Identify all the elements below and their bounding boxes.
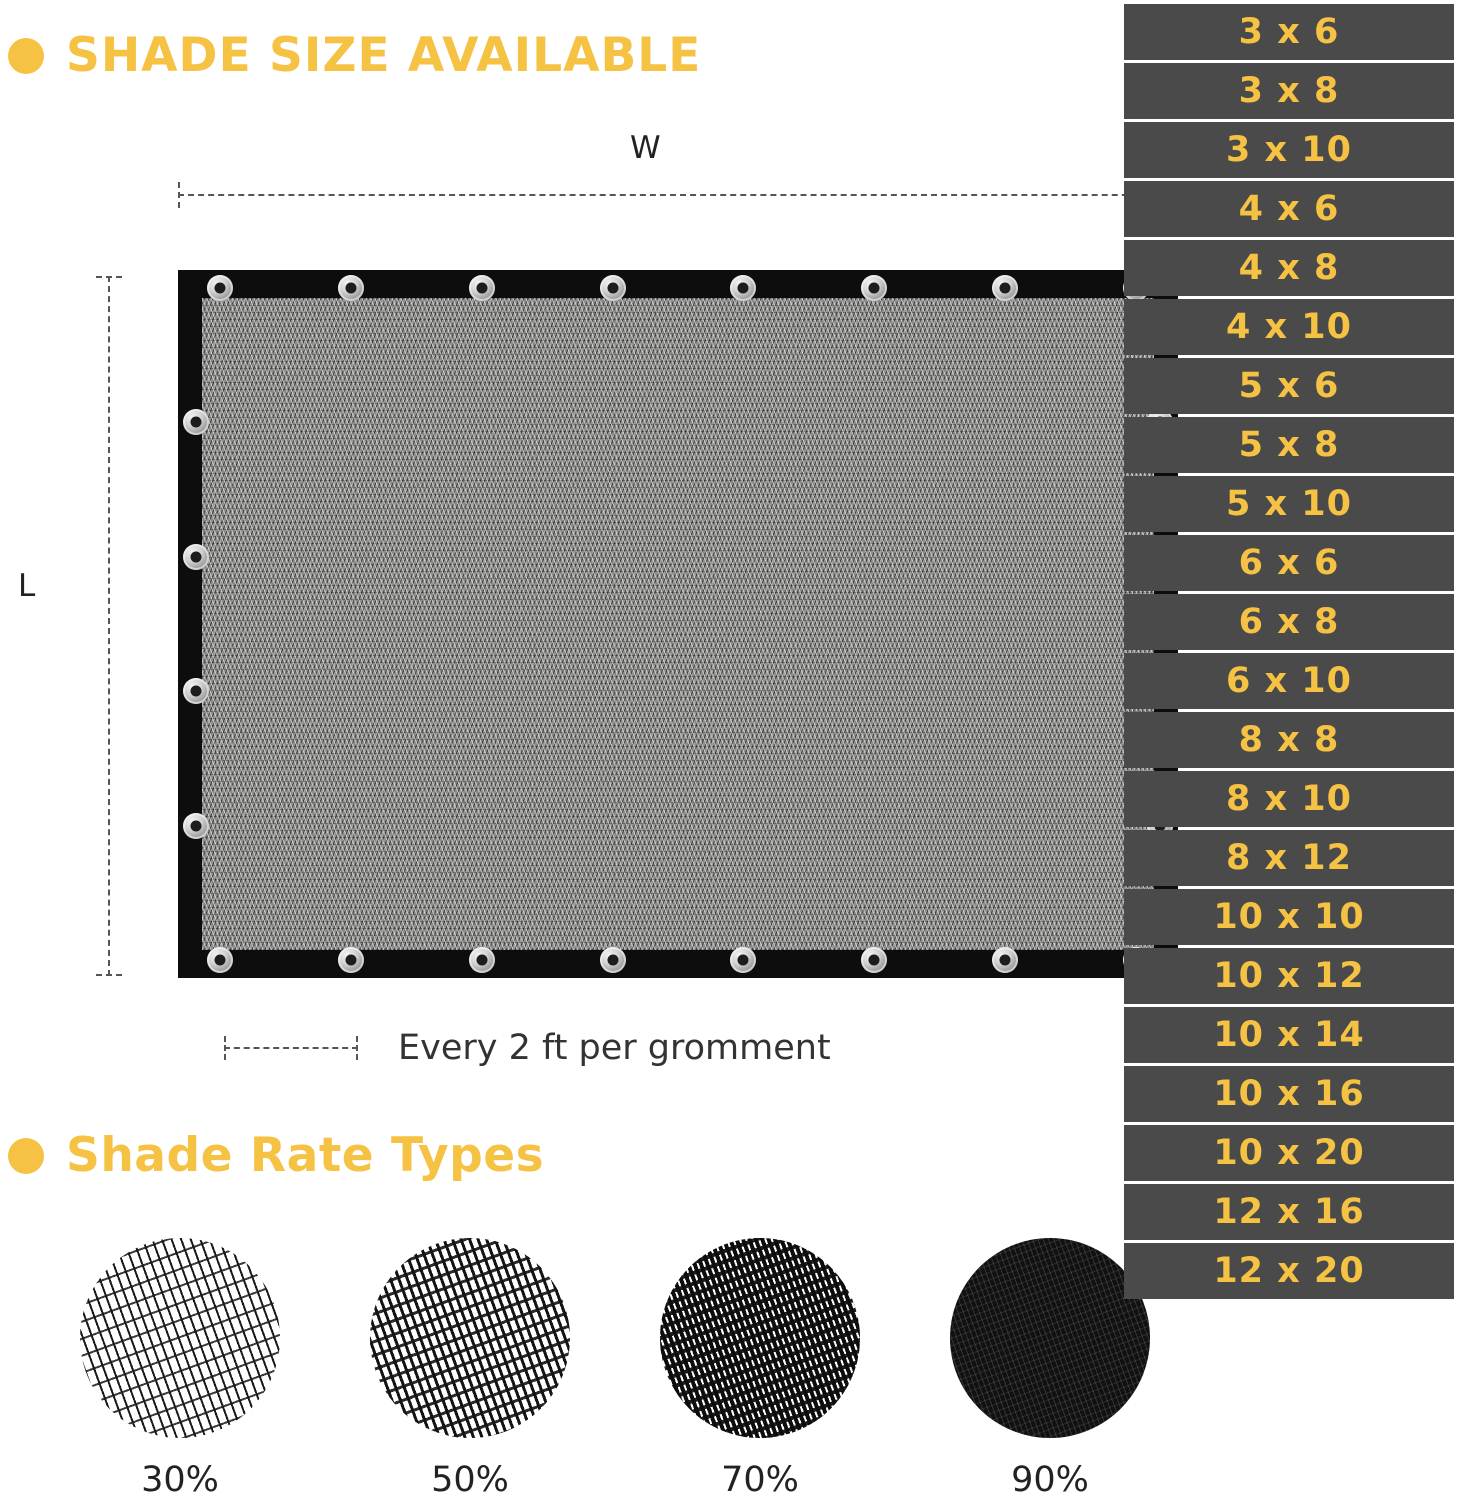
- size-option-chip[interactable]: 10 x 16: [1124, 1066, 1454, 1122]
- length-dimension-rule: [108, 276, 110, 976]
- size-option-chip[interactable]: 10 x 12: [1124, 948, 1454, 1004]
- grommet-icon: [469, 275, 495, 301]
- shade-rate-swatch: [660, 1238, 860, 1438]
- size-option-list[interactable]: [1124, 4, 1454, 1299]
- shade-rate-swatch: [950, 1238, 1150, 1438]
- shade-rate-mesh-texture: [950, 1238, 1150, 1438]
- length-dimension-label: L: [18, 568, 36, 604]
- shade-rate-item: [950, 1238, 1150, 1500]
- shade-rate-list: [60, 1238, 1200, 1500]
- size-option-chip[interactable]: 8 x 8: [1124, 712, 1454, 768]
- size-option-chip[interactable]: 10 x 10: [1124, 889, 1454, 945]
- size-option-chip[interactable]: 6 x 8: [1124, 594, 1454, 650]
- bullet-dot-icon: [8, 1138, 44, 1174]
- size-option-chip[interactable]: 4 x 8: [1124, 240, 1454, 296]
- grommet-icon: [992, 947, 1018, 973]
- width-dimension-line: [178, 182, 1178, 208]
- grommet-icon: [730, 275, 756, 301]
- size-option-chip[interactable]: 3 x 10: [1124, 122, 1454, 178]
- shade-rate-heading-label: Shade Rate Types: [66, 1128, 545, 1183]
- shade-rate-label: 30%: [141, 1460, 219, 1500]
- size-option-chip[interactable]: 10 x 20: [1124, 1125, 1454, 1181]
- size-option-chip[interactable]: 6 x 10: [1124, 653, 1454, 709]
- grommet-icon: [338, 947, 364, 973]
- shade-rate-item: [80, 1238, 280, 1500]
- bullet-dot-icon: [8, 38, 44, 74]
- size-option-chip[interactable]: 5 x 6: [1124, 358, 1454, 414]
- grommet-icon: [861, 947, 887, 973]
- width-dimension-cap-left: [178, 182, 180, 208]
- grommet-icon: [992, 275, 1018, 301]
- shade-rate-mesh-texture: [80, 1238, 280, 1438]
- grommet-icon: [730, 947, 756, 973]
- shade-rate-label: 70%: [721, 1460, 799, 1500]
- grommet-spacing-text: Every 2 ft per gromment: [398, 1028, 831, 1068]
- grommet-icon: [183, 678, 209, 704]
- size-option-chip[interactable]: 10 x 14: [1124, 1007, 1454, 1063]
- shade-rate-mesh-texture: [660, 1238, 860, 1438]
- width-dimension-label: W: [630, 130, 661, 166]
- size-option-chip[interactable]: 8 x 10: [1124, 771, 1454, 827]
- grommet-icon: [338, 275, 364, 301]
- shade-cloth-mesh: [202, 298, 1154, 950]
- grommet-spacing-dimension: [224, 1036, 358, 1060]
- shade-rate-heading: [8, 1128, 544, 1183]
- width-dimension-rule: [178, 194, 1178, 196]
- size-option-chip[interactable]: 12 x 20: [1124, 1243, 1454, 1299]
- shade-rate-label: 90%: [1011, 1460, 1089, 1500]
- grommet-icon: [861, 275, 887, 301]
- size-option-chip[interactable]: 4 x 10: [1124, 299, 1454, 355]
- size-option-chip[interactable]: 3 x 8: [1124, 63, 1454, 119]
- shade-rate-mesh-texture: [370, 1238, 570, 1438]
- size-option-chip[interactable]: 3 x 6: [1124, 4, 1454, 60]
- grommet-icon: [183, 544, 209, 570]
- size-option-chip[interactable]: 4 x 6: [1124, 181, 1454, 237]
- length-dimension-line: [96, 276, 122, 976]
- size-option-chip[interactable]: 5 x 8: [1124, 417, 1454, 473]
- grommet-icon: [469, 947, 495, 973]
- size-option-chip[interactable]: 8 x 12: [1124, 830, 1454, 886]
- shade-rate-swatch: [80, 1238, 280, 1438]
- length-dimension-cap-bottom: [96, 974, 122, 976]
- grommet-icon: [600, 947, 626, 973]
- size-option-chip[interactable]: 12 x 16: [1124, 1184, 1454, 1240]
- shade-cloth-panel: [178, 270, 1178, 978]
- grommet-icon: [183, 409, 209, 435]
- grommet-icon: [183, 813, 209, 839]
- grommet-icon: [207, 947, 233, 973]
- grommet-spacing-cap-left: [224, 1036, 226, 1060]
- shade-size-heading-label: SHADE SIZE AVAILABLE: [66, 28, 702, 83]
- size-option-chip[interactable]: 5 x 10: [1124, 476, 1454, 532]
- length-dimension-cap-top: [96, 276, 122, 278]
- grommet-icon: [207, 275, 233, 301]
- size-option-chip[interactable]: 6 x 6: [1124, 535, 1454, 591]
- shade-size-heading: [8, 28, 701, 83]
- grommet-icon: [600, 275, 626, 301]
- shade-rate-item: [660, 1238, 860, 1500]
- shade-rate-label: 50%: [431, 1460, 509, 1500]
- shade-rate-swatch: [370, 1238, 570, 1438]
- grommet-spacing-rule: [224, 1047, 358, 1049]
- shade-rate-item: [370, 1238, 570, 1500]
- grommet-spacing-cap-right: [356, 1036, 358, 1060]
- grommet-spacing-note: [224, 1028, 831, 1068]
